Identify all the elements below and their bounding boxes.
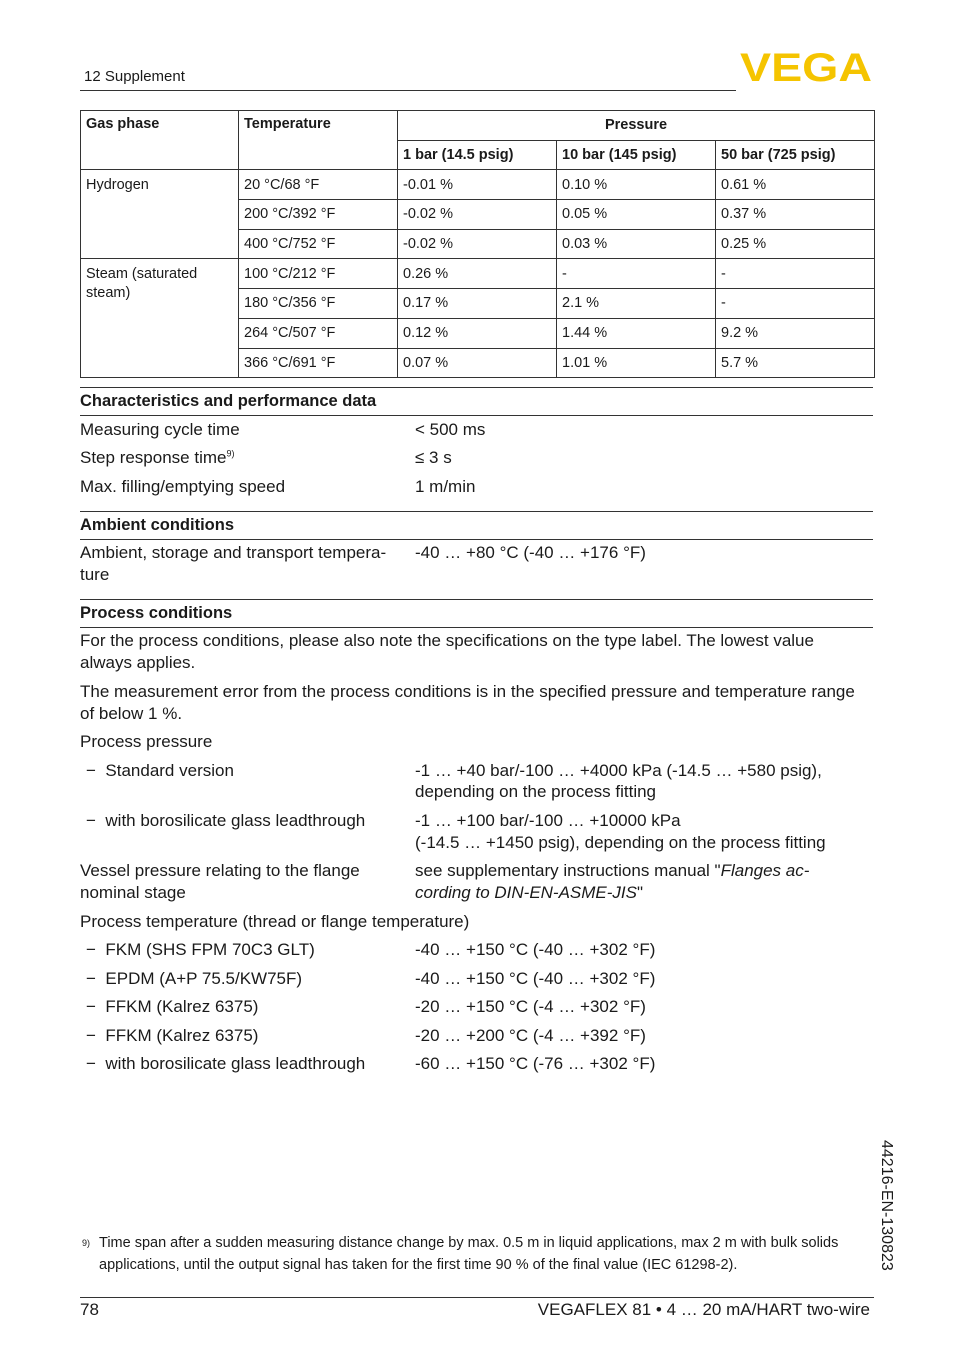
dash-marker: − <box>86 761 96 780</box>
footnote-mark: 9) <box>82 1238 91 1248</box>
col-gas-phase: Gas phase <box>81 111 239 170</box>
ambient-value: -40 … +80 °C (-40 … +176 °F) <box>415 543 646 562</box>
cell-temp: 200 °C/392 °F <box>239 200 398 230</box>
borosilicate-text: with borosilicate glass leadthrough <box>105 811 366 830</box>
gas-name-hydrogen: Hydrogen <box>81 170 239 259</box>
temp-item-label <box>86 939 315 961</box>
cell-temp: 100 °C/212 °F <box>239 259 398 289</box>
dash-marker: − <box>86 1026 96 1045</box>
borosilicate-value-line1: -1 … +100 bar/-100 … +10000 kPa <box>415 811 681 830</box>
temp-item-label <box>86 1025 258 1047</box>
table-row <box>81 259 875 289</box>
cell-value: 0.07 % <box>398 348 557 378</box>
footnote-ref: 9) <box>226 448 235 459</box>
vessel-value-suffix: " <box>637 883 644 902</box>
cell-value: 2.1 % <box>557 289 716 319</box>
process-pressure-label: Process pressure <box>80 732 213 751</box>
temp-item-text: FFKM (Kalrez 6375) <box>105 997 259 1016</box>
cell-value: 1.44 % <box>557 318 716 348</box>
cell-value: - <box>557 259 716 289</box>
dash-marker: − <box>86 1054 96 1073</box>
col-pressure-10bar: 10 bar (145 psig) <box>557 140 716 170</box>
temp-item-label <box>86 968 302 990</box>
temp-item-value: -20 … +150 °C (-4 … +302 °F) <box>415 997 646 1016</box>
cycle-time-value: < 500 ms <box>415 420 486 439</box>
vessel-value-prefix: see supplementary instructions manual " <box>415 861 721 880</box>
temp-item-value: -60 … +150 °C (-76 … +302 °F) <box>415 1054 656 1073</box>
process-paragraph-2: The measurement error from the process conditions is in the specified pressure and temperature range of below 1 %. <box>80 682 855 723</box>
header-rule <box>80 90 736 91</box>
cell-temp: 20 °C/68 °F <box>239 170 398 200</box>
vessel-value-italic1: Flanges ac- <box>720 861 810 880</box>
col-temperature: Temperature <box>239 111 398 170</box>
vessel-pressure-value-line1 <box>415 860 809 882</box>
table-header-row <box>81 111 875 141</box>
characteristics-heading: Characteristics and performance data <box>80 387 873 416</box>
cell-value: 1.01 % <box>557 348 716 378</box>
temp-item-label <box>86 996 258 1018</box>
process-temperature-label: Process temperature (thread or flange temperature) <box>80 912 470 931</box>
fill-speed-label: Max. filling/emptying speed <box>80 477 286 496</box>
cell-temp: 264 °C/507 °F <box>239 318 398 348</box>
fill-speed-value: 1 m/min <box>415 477 476 496</box>
cell-value: 9.2 % <box>716 318 875 348</box>
standard-version-label <box>86 760 234 782</box>
col-pressure: Pressure <box>398 111 875 141</box>
ambient-label-line1: Ambient, storage and transport tempera- <box>80 543 387 562</box>
cell-value: -0.02 % <box>398 200 557 230</box>
document-id: 44216-EN-130823 <box>878 1140 895 1271</box>
process-heading: Process conditions <box>80 599 873 628</box>
ambient-label-line2: ture <box>80 565 110 584</box>
ambient-heading: Ambient conditions <box>80 511 873 540</box>
gas-phase-table <box>80 110 875 378</box>
table-row <box>81 170 875 200</box>
dash-marker: − <box>86 811 96 830</box>
cell-value: 0.10 % <box>557 170 716 200</box>
cell-value: - <box>716 289 875 319</box>
temp-item-value: -20 … +200 °C (-4 … +392 °F) <box>415 1026 646 1045</box>
temp-item-text: with borosilicate glass leadthrough <box>105 1054 366 1073</box>
cell-temp: 180 °C/356 °F <box>239 289 398 319</box>
cell-value: -0.01 % <box>398 170 557 200</box>
cell-value: 0.26 % <box>398 259 557 289</box>
temp-item-text: EPDM (A+P 75.5/KW75F) <box>105 969 303 988</box>
cell-temp: 366 °C/691 °F <box>239 348 398 378</box>
vessel-pressure-value-line2 <box>415 882 643 904</box>
step-response-value: ≤ 3 s <box>415 448 452 467</box>
vessel-pressure-label-line1: Vessel pressure relating to the flange <box>80 861 360 880</box>
cycle-time-label: Measuring cycle time <box>80 420 240 439</box>
borosilicate-label <box>86 810 365 832</box>
vessel-value-italic2: cording to DIN-EN-ASME-JIS <box>415 883 637 902</box>
dash-marker: − <box>86 969 96 988</box>
cell-value: 0.25 % <box>716 229 875 259</box>
cell-value: 0.17 % <box>398 289 557 319</box>
temp-item-label <box>86 1053 365 1075</box>
cell-value: 0.03 % <box>557 229 716 259</box>
standard-version-value-line2: depending on the process fitting <box>415 782 657 801</box>
cell-value: 0.61 % <box>716 170 875 200</box>
step-response-label <box>80 447 234 469</box>
vega-logo <box>740 50 872 84</box>
temp-item-text: FKM (SHS FPM 70C3 GLT) <box>105 940 315 959</box>
section-title: 12 Supplement <box>84 68 185 85</box>
footer-rule <box>80 1297 874 1298</box>
process-paragraph-1: For the process conditions, please also note the specifications on the type label. The lowest value always applies. <box>80 631 814 672</box>
step-response-text: Step response time <box>80 448 227 467</box>
cell-value: -0.02 % <box>398 229 557 259</box>
dash-marker: − <box>86 997 96 1016</box>
cell-value: - <box>716 259 875 289</box>
vega-logo-text: VEGA <box>740 50 872 84</box>
cell-value: 0.12 % <box>398 318 557 348</box>
temp-item-value: -40 … +150 °C (-40 … +302 °F) <box>415 969 656 988</box>
dash-marker: − <box>86 940 96 959</box>
cell-value: 0.05 % <box>557 200 716 230</box>
borosilicate-value-line2: (-14.5 … +1450 psig), depending on the process fitting <box>415 833 826 852</box>
temp-item-text: FFKM (Kalrez 6375) <box>105 1026 259 1045</box>
page-number: 78 <box>80 1300 99 1319</box>
standard-version-text: Standard version <box>105 761 234 780</box>
temp-item-value: -40 … +150 °C (-40 … +302 °F) <box>415 940 656 959</box>
footer-title: VEGAFLEX 81 • 4 … 20 mA/HART two-wire <box>537 1300 870 1319</box>
cell-value: 0.37 % <box>716 200 875 230</box>
gas-name-steam: Steam (saturated steam) <box>81 259 239 378</box>
vessel-pressure-label-line2: nominal stage <box>80 883 186 902</box>
col-pressure-1bar: 1 bar (14.5 psig) <box>398 140 557 170</box>
standard-version-value-line1: -1 … +40 bar/-100 … +4000 kPa (-14.5 … +580 psig), <box>415 761 822 780</box>
cell-temp: 400 °C/752 °F <box>239 229 398 259</box>
cell-value: 5.7 % <box>716 348 875 378</box>
col-pressure-50bar: 50 bar (725 psig) <box>716 140 875 170</box>
footnote-text: Time span after a sudden measuring distance change by max. 0.5 m in liquid applications, max 2 m with bulk solids applications, until the output signal has taken for the first time 90 % of the final value (IEC 61298-2). <box>99 1235 839 1273</box>
